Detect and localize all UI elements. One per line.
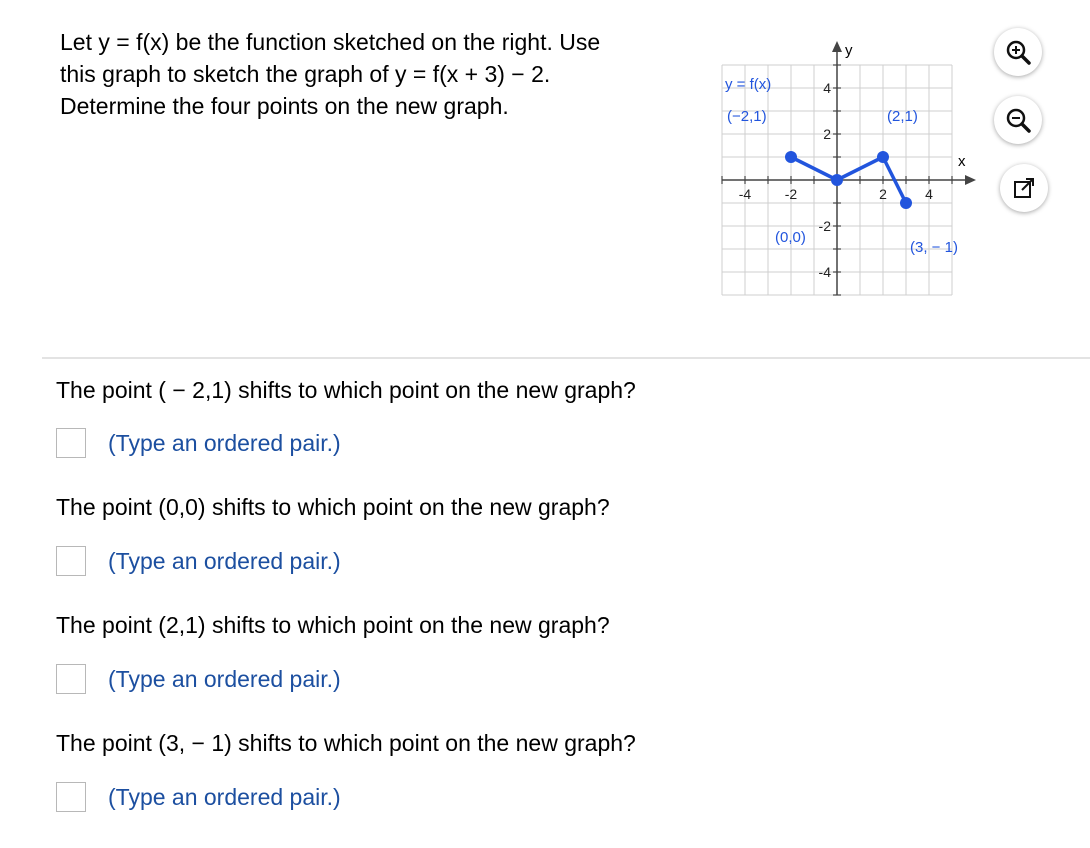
zoom-in-button[interactable] bbox=[994, 28, 1042, 76]
problem-line: Let y = f(x) be the function sketched on the right. Use bbox=[60, 29, 601, 55]
x-tick-label: 4 bbox=[925, 186, 933, 202]
popout-icon bbox=[1012, 176, 1036, 200]
zoom-in-icon bbox=[1004, 38, 1032, 66]
question-3-prompt: The point (2,1) shifts to which point on the new graph? bbox=[56, 612, 610, 638]
answer-hint-1: (Type an ordered pair.) bbox=[108, 430, 341, 456]
answer-input-1[interactable] bbox=[56, 428, 86, 458]
answer-hint-3: (Type an ordered pair.) bbox=[108, 666, 341, 692]
problem-line: this graph to sketch the graph of y = f(x + 3) − 2. bbox=[60, 61, 551, 87]
popout-button[interactable] bbox=[1000, 164, 1048, 212]
question-2-prompt: The point (0,0) shifts to which point on the new graph? bbox=[56, 494, 610, 520]
key-point bbox=[877, 151, 889, 163]
x-tick-label: -4 bbox=[738, 186, 752, 202]
x-tick-label: 2 bbox=[879, 186, 887, 202]
point-label: (3, − 1) bbox=[910, 239, 958, 256]
x-axis-arrow bbox=[965, 175, 976, 185]
answer-input-2[interactable] bbox=[56, 546, 86, 576]
function-label: y = f(x) bbox=[725, 76, 772, 93]
zoom-out-button[interactable] bbox=[994, 96, 1042, 144]
answer-input-3[interactable] bbox=[56, 664, 86, 694]
question-1-prompt: The point ( − 2,1) shifts to which point on the new graph? bbox=[56, 377, 636, 403]
answer-hint-2: (Type an ordered pair.) bbox=[108, 548, 341, 574]
answer-hint-4: (Type an ordered pair.) bbox=[108, 784, 341, 810]
x-tick-label: -2 bbox=[784, 186, 798, 202]
point-label: (0,0) bbox=[775, 229, 806, 246]
y-axis-arrow bbox=[832, 41, 842, 52]
problem-line: Determine the four points on the new graph. bbox=[60, 93, 509, 119]
zoom-out-icon bbox=[1004, 106, 1032, 134]
y-axis-label: y bbox=[845, 42, 853, 59]
function-curve bbox=[727, 108, 958, 256]
key-point bbox=[831, 174, 843, 186]
answer-input-4[interactable] bbox=[56, 782, 86, 812]
section-divider bbox=[42, 357, 1090, 359]
y-tick-label: -4 bbox=[818, 264, 831, 280]
y-tick-label: 4 bbox=[823, 80, 831, 96]
point-label: (−2,1) bbox=[727, 108, 767, 125]
problem-statement bbox=[60, 26, 700, 122]
key-point bbox=[785, 151, 797, 163]
function-graph bbox=[700, 30, 990, 310]
y-tick-label: -2 bbox=[818, 218, 831, 234]
key-point bbox=[900, 197, 912, 209]
y-tick-label: 2 bbox=[823, 126, 831, 142]
question-4-prompt: The point (3, − 1) shifts to which point on the new graph? bbox=[56, 730, 636, 756]
point-label: (2,1) bbox=[887, 108, 918, 125]
x-axis-label: x bbox=[958, 153, 966, 170]
